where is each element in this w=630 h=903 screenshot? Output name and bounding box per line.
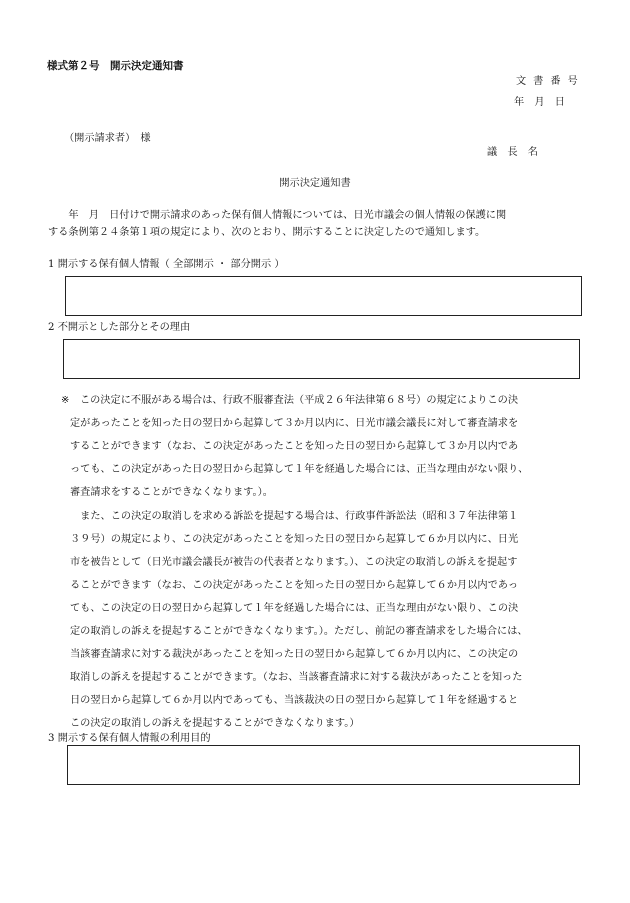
note-line-7: ３９号）の規定により、この決定があったことを知った日の翌日から起算して６か月以内に、日光 — [70, 534, 519, 545]
item-1-label: 1 開示する保有個人情報（ 全部開示 ・ 部分開示 ） — [48, 259, 285, 270]
note-line-15: この決定の取消しの訴えを提起することができなくなります。） — [70, 718, 360, 729]
item-1-box[interactable] — [65, 276, 582, 316]
note-line-9: ることができます（なお、この決定があったことを知った日の翌日から起算して６か月以内であっ — [70, 580, 519, 591]
note-line-11: 定の取消しの訴えを提起することができなくなります。）。ただし、前記の審査請求をした場合には、 — [70, 626, 528, 637]
recipient-label: （開示請求者） 様 — [64, 133, 151, 144]
intro-line-2: する条例第２４条第１項の規定により、次のとおり、開示することに決定したので通知します。 — [48, 227, 486, 238]
item-2-label: 2 不開示とした部分とその理由 — [48, 322, 191, 333]
intro-line-1: 年 月 日付けで開示請求のあった保有個人情報については、日光市議会の個人情報の保護に関 — [48, 210, 507, 221]
note-line-6: また、この決定の取消しを求める訴訟を提起する場合は、行政事件訴訟法（昭和３７年法律第１ — [70, 511, 519, 522]
note-line-14: 日の翌日から起算して６か月以内であっても、当該裁決の日の翌日から起算して１年を経過すると — [70, 695, 519, 706]
note-mark: ※ — [61, 395, 70, 406]
note-line-1: この決定に不服がある場合は、行政不服審査法（平成２６年法律第６８号）の規定によりこの決 — [80, 395, 519, 406]
document-title: 開示決定通知書 — [279, 178, 351, 189]
note-line-2: 定があったことを知った日の翌日から起算して３か月以内に、日光市議会議長に対して審査請求を — [70, 418, 519, 429]
document-number-label: 文書番号 — [516, 76, 585, 87]
note-line-4: っても、この決定があった日の翌日から起算して１年を経過した場合には、正当な理由がない限り、 — [70, 464, 529, 475]
note-line-8: 市を被告として（日光市議会議長が被告の代表者となります。）、この決定の取消しの訴えを提起す — [70, 557, 518, 568]
date-label: 年 月 日 — [514, 97, 565, 108]
note-line-13: 取消しの訴えを提起することができます。（なお、当該審査請求に対する裁決があったことを知った — [70, 672, 523, 683]
form-label: 様式第２号 開示決定通知書 — [47, 60, 184, 72]
note-line-5: 審査請求をすることができなくなります。）。 — [70, 487, 273, 498]
note-line-12: 当該審査請求に対する裁決があったことを知った日の翌日から起算して６か月以内に、この決定の — [70, 649, 519, 660]
item-3-label: 3 開示する保有個人情報の利用目的 — [48, 733, 211, 744]
item-2-box[interactable] — [63, 339, 580, 379]
item-3-box[interactable] — [67, 745, 580, 785]
sender-label: 議 長 名 — [487, 147, 538, 158]
note-line-3: することができます（なお、この決定があったことを知った日の翌日から起算して３か月以内であ — [70, 441, 519, 452]
note-line-10: ても、この決定の日の翌日から起算して１年を経過した場合には、正当な理由がない限り、この決 — [70, 603, 519, 614]
